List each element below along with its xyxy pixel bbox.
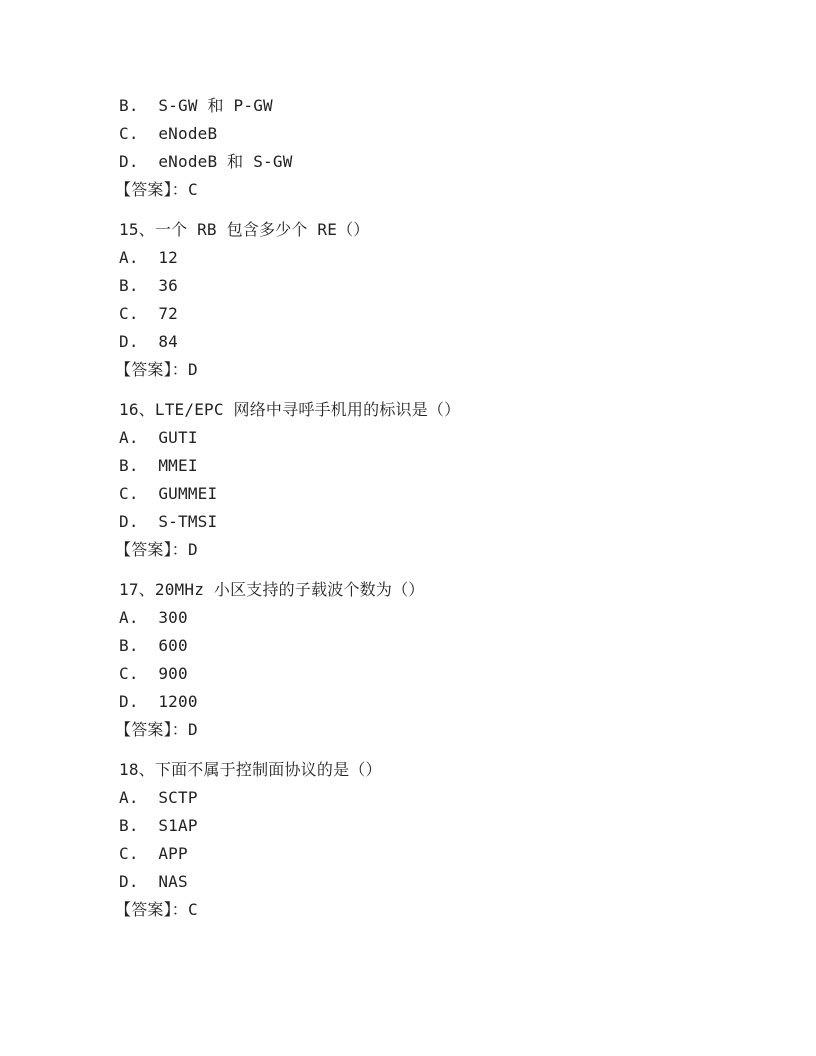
option-a: A. SCTP: [119, 788, 198, 807]
option-d: D. 84: [119, 332, 178, 351]
option-d: D. eNodeB 和 S-GW: [119, 152, 293, 171]
option-c: C. eNodeB: [119, 124, 218, 143]
question-15: [115, 220, 739, 388]
option-c: C. 72: [119, 304, 178, 323]
option-b: B. S-GW 和 P-GW: [119, 96, 273, 115]
question-16: [115, 400, 739, 568]
question-14-continued: [115, 96, 739, 208]
option-c: C. APP: [119, 844, 188, 863]
option-c: C. 900: [119, 664, 188, 683]
question-18: [115, 760, 739, 928]
option-a: A. 300: [119, 608, 188, 627]
answer-line: 【答案】：C: [115, 180, 198, 199]
option-b: B. 36: [119, 276, 178, 295]
question-17: [115, 580, 739, 748]
answer-line: 【答案】：D: [115, 720, 198, 739]
question-text: 17、20MHz 小区支持的子载波个数为（）: [119, 580, 425, 599]
option-a: A. GUTI: [119, 428, 198, 447]
answer-line: 【答案】：D: [115, 540, 198, 559]
question-text: 15、一个 RB 包含多少个 RE（）: [119, 220, 370, 239]
answer-line: 【答案】：C: [115, 900, 198, 919]
option-b: B. MMEI: [119, 456, 198, 475]
option-b: B. S1AP: [119, 816, 198, 835]
question-text: 16、LTE/EPC 网络中寻呼手机用的标识是（）: [119, 400, 461, 419]
question-text: 18、下面不属于控制面协议的是（）: [119, 760, 382, 779]
option-a: A. 12: [119, 248, 178, 267]
option-d: D. 1200: [119, 692, 198, 711]
option-b: B. 600: [119, 636, 188, 655]
answer-line: 【答案】：D: [115, 360, 198, 379]
option-d: D. S-TMSI: [119, 512, 218, 531]
document-page: [115, 96, 739, 928]
option-c: C. GUMMEI: [119, 484, 218, 503]
option-d: D. NAS: [119, 872, 188, 891]
